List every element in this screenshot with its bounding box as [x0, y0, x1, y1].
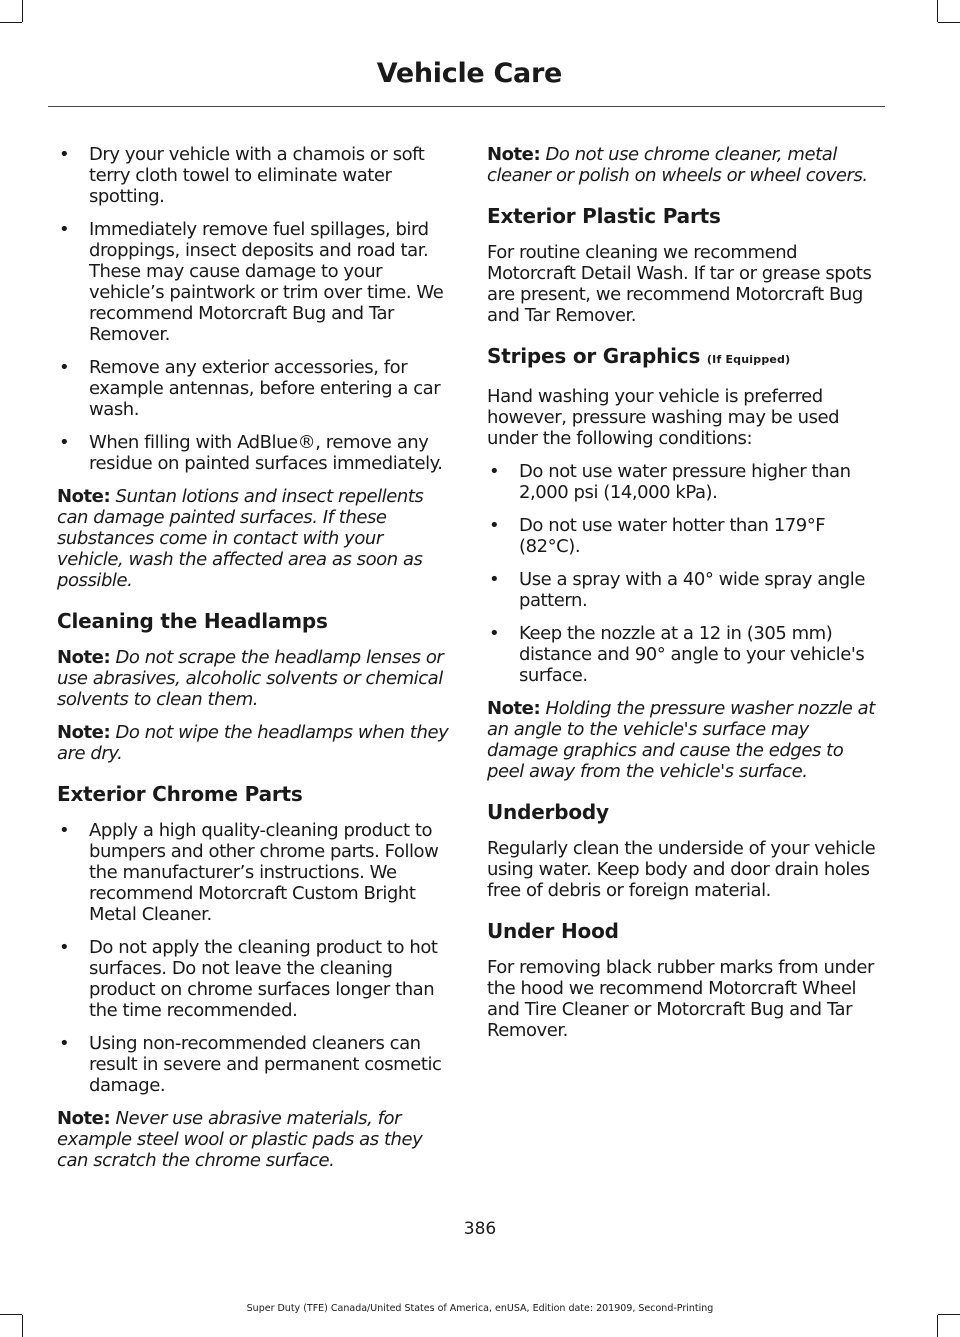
list-item: • Immediately remove fuel spillages, bird droppings, insect deposits and road tar. These may cause damage to your vehicle’s paintwork or trim over time. We recommend Motorcraft Bug and Tar Remover. [59, 219, 444, 345]
list-item: • Do not use water hotter than 179°F (82°C). [489, 515, 826, 557]
crop-mark-top-left [0, 22, 22, 23]
paragraph: For routine cleaning we recommend Motorcraft Detail Wash. If tar or grease spots are present, we recommend Motorcraft Bug and Tar Remover. [487, 242, 872, 326]
list-item: • Use a spray with a 40° wide spray angle pattern. [489, 569, 865, 611]
crop-mark-top-right [938, 22, 960, 23]
bullet-list [57, 820, 450, 1096]
bullet-icon: • [59, 432, 70, 453]
paragraph: Hand washing your vehicle is preferred however, pressure washing may be used under the following conditions: [487, 386, 840, 449]
note-label: Note: [57, 647, 111, 668]
bullet-icon: • [59, 219, 70, 240]
bullet-icon: • [59, 144, 70, 165]
bullet-list [57, 144, 450, 474]
section-heading-chrome: Exterior Chrome Parts [57, 782, 303, 806]
crop-mark-top-right [937, 0, 938, 22]
list-item: • When filling with AdBlue®, remove any residue on painted surfaces immediately. [59, 432, 443, 474]
crop-mark-bottom-right [938, 1314, 960, 1315]
list-item: • Do not apply the cleaning product to hot surfaces. Do not leave the cleaning product on chrome surfaces longer than the time recommended. [59, 937, 438, 1021]
crop-mark-bottom-left [0, 1314, 22, 1315]
list-item: • Keep the nozzle at a 12 in (305 mm) distance and 90° angle to your vehicle's surface. [489, 623, 865, 686]
bullet-icon: • [489, 569, 500, 590]
section-heading-under-hood: Under Hood [487, 919, 619, 943]
section-heading-underbody: Underbody [487, 800, 609, 824]
left-column [57, 144, 450, 1183]
page-number: 386 [463, 1219, 497, 1239]
bullet-icon: • [489, 461, 500, 482]
section-heading-plastic: Exterior Plastic Parts [487, 204, 721, 228]
bullet-icon: • [489, 515, 500, 536]
list-item: • Dry your vehicle with a chamois or soft terry cloth towel to eliminate water spotting. [59, 144, 425, 207]
paragraph: Regularly clean the underside of your vehicle using water. Keep body and door drain holes free of debris or foreign material. [487, 838, 876, 901]
footer-edition: Super Duty (TFE) Canada/United States of America, enUSA, Edition date: 201909, Second-Printing [246, 1303, 714, 1314]
bullet-icon: • [59, 357, 70, 378]
page-title: Vehicle Care [376, 58, 562, 89]
bullet-icon: • [59, 820, 70, 841]
section-heading-headlamps: Cleaning the Headlamps [57, 609, 328, 633]
note: Note: Suntan lotions and insect repellents can damage painted surfaces. If these substances come in contact with your vehicle, wash the affected area as soon as possible. [57, 486, 424, 591]
note: Note: Holding the pressure washer nozzle at an angle to the vehicle's surface may damage graphics and cause the edges to peel away from the vehicle's surface. [487, 698, 875, 782]
note-label: Note: [487, 144, 541, 165]
list-item: • Using non-recommended cleaners can result in severe and permanent cosmetic damage. [59, 1033, 442, 1096]
crop-mark-top-left [22, 0, 23, 22]
bullet-list [487, 461, 880, 686]
note-label: Note: [57, 1108, 111, 1129]
note: Note: Do not wipe the headlamps when they are dry. [57, 722, 449, 764]
paragraph: For removing black rubber marks from under the hood we recommend Motorcraft Wheel and Tire Cleaner or Motorcraft Bug and Tar Remover. [487, 957, 874, 1041]
note-label: Note: [487, 698, 541, 719]
list-item: • Apply a high quality-cleaning product to bumpers and other chrome parts. Follow the manufacturer’s instructions. We recommend Motorcraft Custom Bright Metal Cleaner. [59, 820, 439, 925]
right-column [487, 144, 880, 1053]
bullet-icon: • [489, 623, 500, 644]
heading-suffix: (If Equipped) [706, 353, 791, 366]
crop-mark-bottom-right [937, 1315, 938, 1337]
note: Note: Never use abrasive materials, for example steel wool or plastic pads as they can scratch the chrome surface. [57, 1108, 423, 1171]
note-label: Note: [57, 486, 111, 507]
note: Note: Do not scrape the headlamp lenses or use abrasives, alcoholic solvents or chemical solvents to clean them. [57, 647, 444, 710]
header-divider [48, 106, 885, 107]
list-item: • Do not use water pressure higher than 2,000 psi (14,000 kPa). [489, 461, 851, 503]
bullet-icon: • [59, 1033, 70, 1054]
crop-mark-bottom-left [22, 1315, 23, 1337]
bullet-icon: • [59, 937, 70, 958]
section-heading-stripes: Stripes or Graphics (If Equipped) [487, 344, 791, 368]
note: Note: Do not use chrome cleaner, metal cleaner or polish on wheels or wheel covers. [487, 144, 868, 186]
list-item: • Remove any exterior accessories, for example antennas, before entering a car wash. [59, 357, 441, 420]
note-label: Note: [57, 722, 111, 743]
